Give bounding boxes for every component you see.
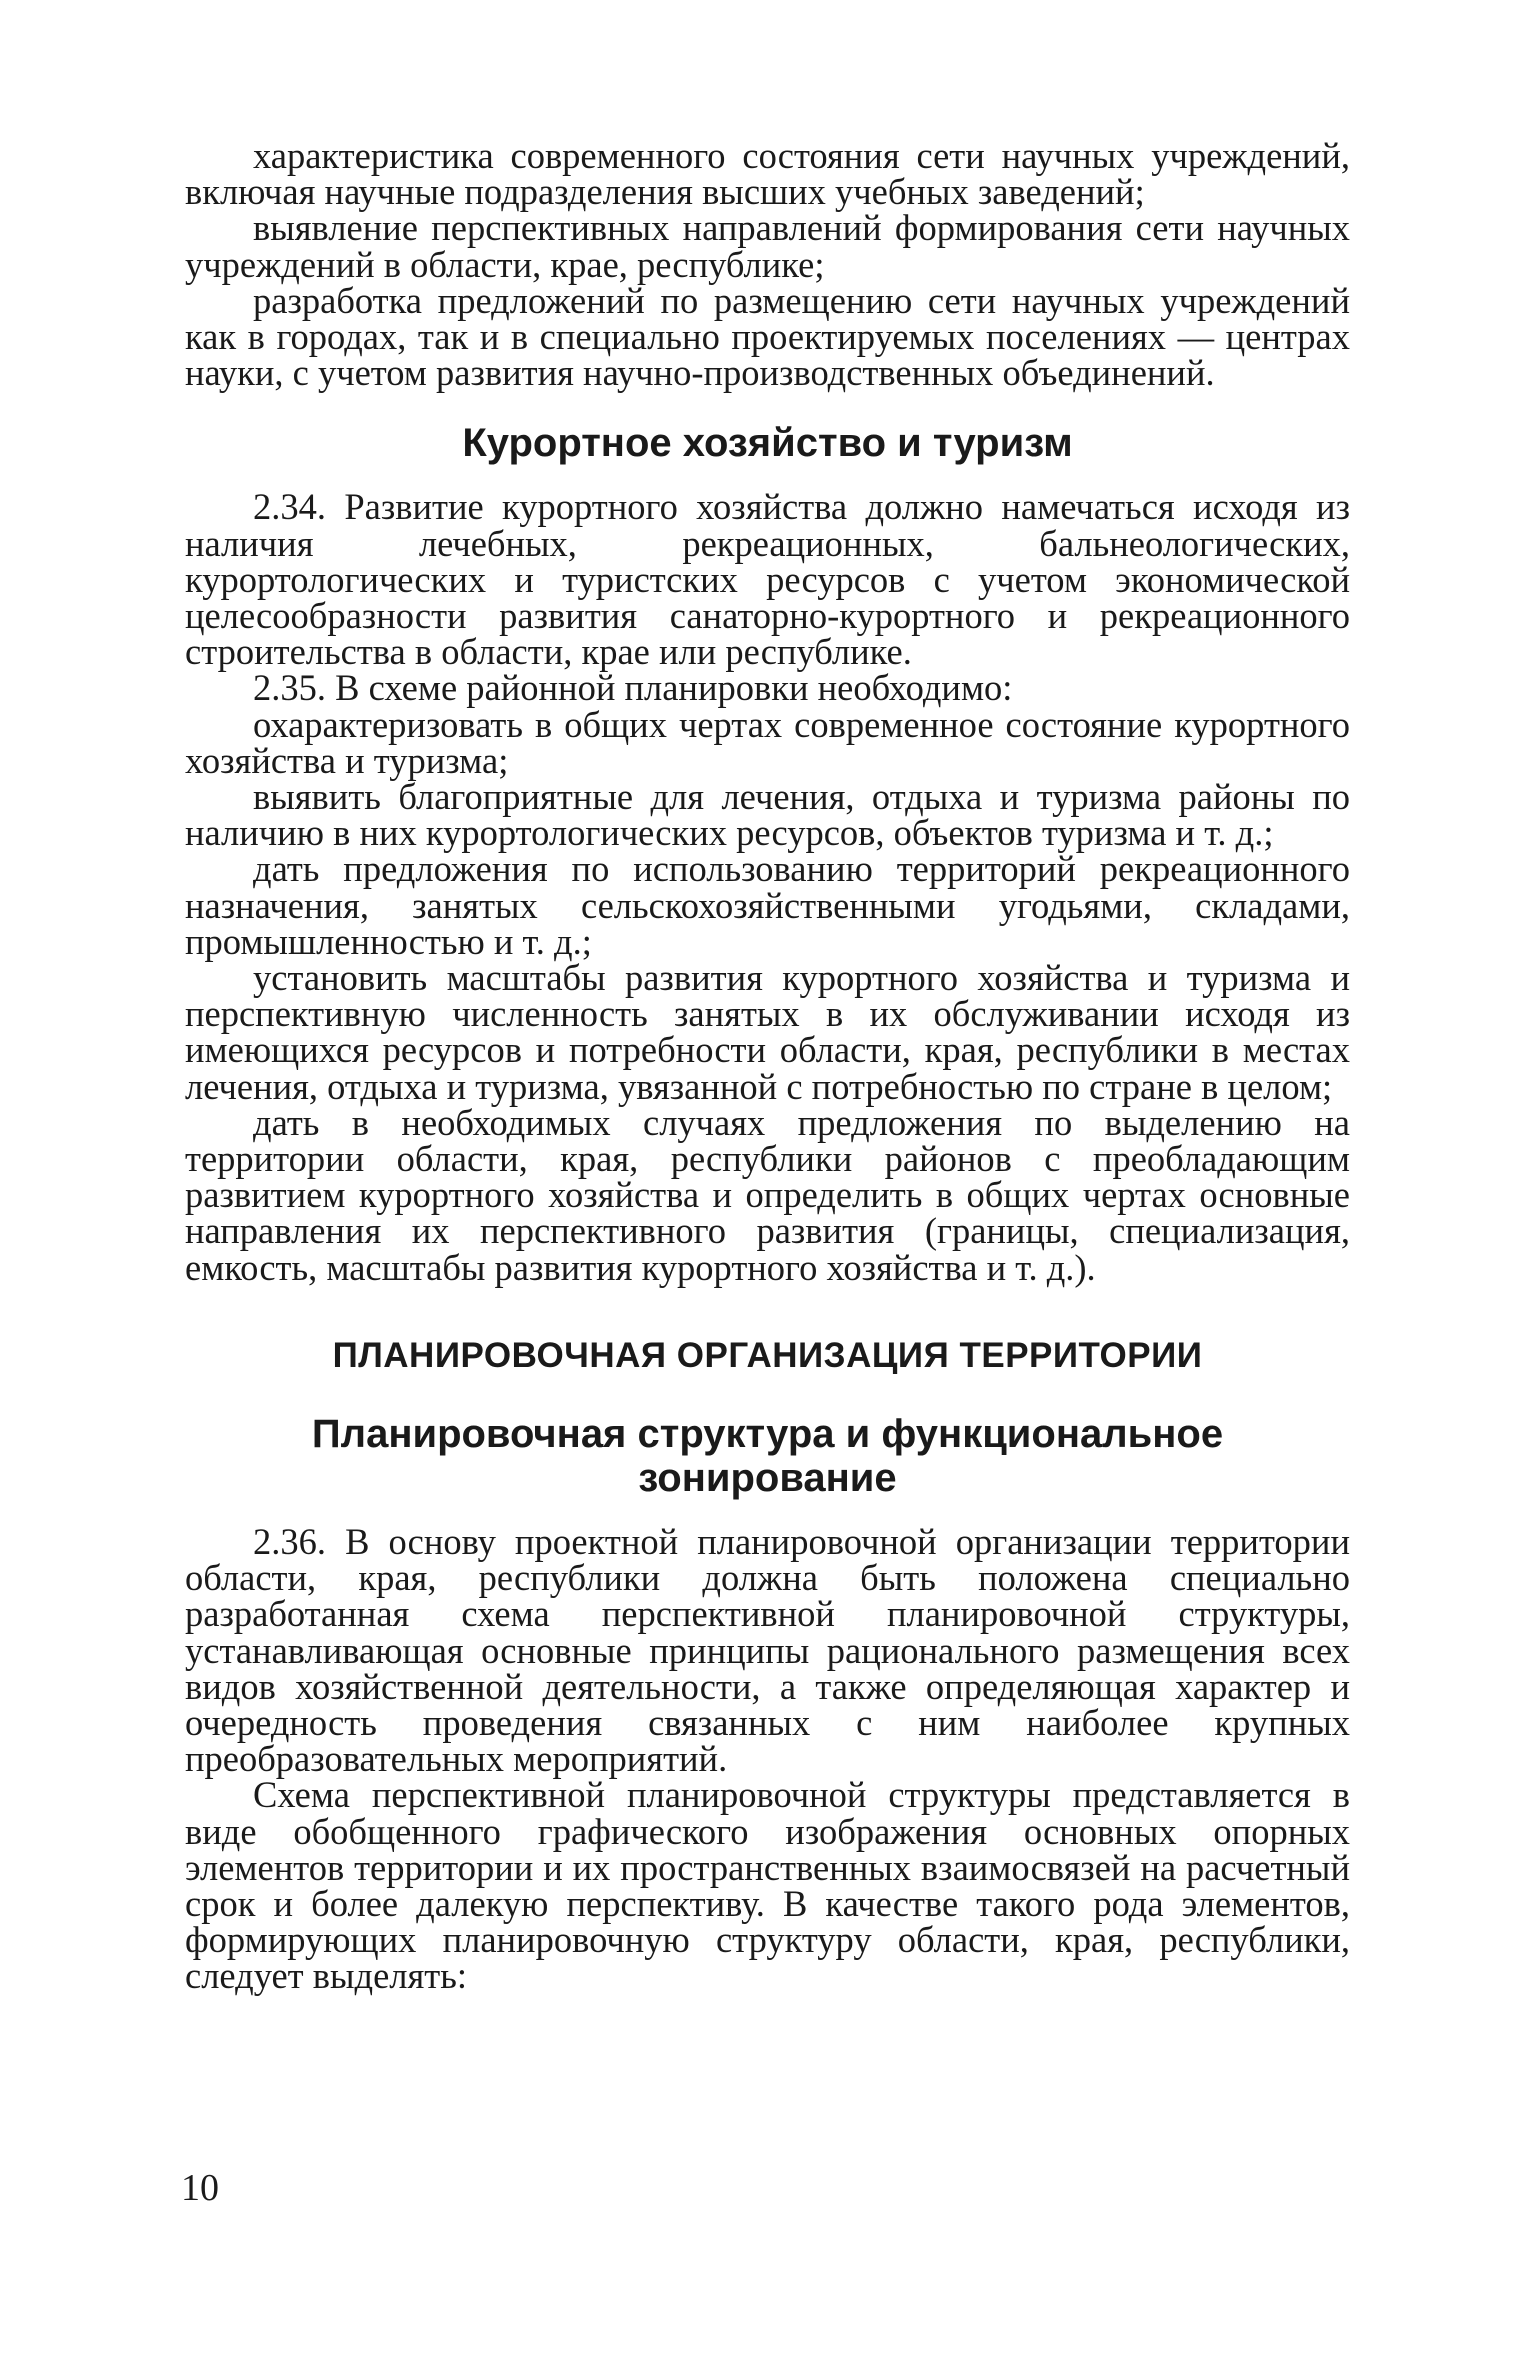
paragraph: Схема перспективной планировочной структуры представляется в виде обобщенного графического изображения основных опорных элементов территории и их пространственных взаимосвязей на расчетный срок и более далекую перспективу. В качестве такого рода элементов, формирующих планировочную структуру области, края, республики, следует выделять: — [185, 1774, 1350, 1997]
chapter-title: ПЛАНИРОВОЧНАЯ ОРГАНИЗАЦИЯ ТЕРРИТОРИИ — [332, 1335, 1203, 1375]
section-title-line-1: Планировочная структура и функциональное — [311, 1411, 1224, 1456]
paragraph-2-35: 2.35. В схеме районной планировки необходимо: — [253, 667, 1013, 709]
paragraph: разработка предложений по размещению сети научных учреждений как в городах, так и в специально проектируемых поселениях — центрах науки, с учетом развития научно-производственных объединений. — [185, 279, 1350, 394]
continuation-block — [185, 135, 1350, 394]
paragraph: характеристика современного состояния сети научных учреждений, включая научные подразделения высших учебных заведений; — [185, 135, 1350, 213]
page-number: 10 — [181, 2167, 219, 2209]
paragraph-2-36: 2.36. В основу проектной планировочной организации территории области, края, республики должна быть положена специально разработанная схема перспективной планировочной структуры, устанавливающая основные принципы рационального размещения всех видов хозяйственной деятельности, а также определяющая характер и очередность проведения связанных с ним наиболее крупных преобразовательных мероприятий. — [185, 1520, 1350, 1780]
paragraph-2-34: 2.34. Развитие курортного хозяйства должно намечаться исходя из наличия лечебных, рекреационных, бальнеологических, курортологических и туристских ресурсов с учетом экономической целесообразности развития санаторно-курортного и рекреационного строительства в области, крае или республике. — [185, 486, 1350, 673]
resort-section-body — [185, 486, 1350, 1288]
page-content — [185, 135, 1350, 1997]
list-item: дать предложения по использованию территорий рекреационного назначения, занятых сельскохозяйственными угодьями, складами, промышленностью и т. д.; — [185, 848, 1350, 962]
list-item: дать в необходимых случаях предложения по выделению на территории области, края, республики районов с преобладающим развитием курортного хозяйства и определить в общих чертах основные направления их перспективного развития (границы, специализация, емкость, масштабы развития курортного хозяйства и т. д.). — [185, 1101, 1350, 1288]
structure-section-body — [185, 1520, 1350, 1997]
list-item: выявить благоприятные для лечения, отдыха и туризма районы по наличию в них курортологических ресурсов, объектов туризма и т. д.; — [185, 776, 1350, 854]
list-item: установить масштабы развития курортного хозяйства и туризма и перспективную численность занятых в их обслуживании исходя из имеющихся ресурсов и потребности области, края, республики в местах лечения, отдыха и туризма, увязанной с потребностью по стране в целом; — [185, 957, 1350, 1107]
section-title-line-2: зонирование — [638, 1455, 897, 1500]
paragraph: выявление перспективных направлений формирования сети научных учреждений в области, крае, республике; — [185, 207, 1350, 285]
list-item: охарактеризовать в общих чертах современное состояние курортного хозяйства и туризма; — [185, 703, 1350, 781]
section-title-structure — [185, 1412, 1350, 1500]
section-title-resort: Курортное хозяйство и туризм — [462, 421, 1073, 466]
